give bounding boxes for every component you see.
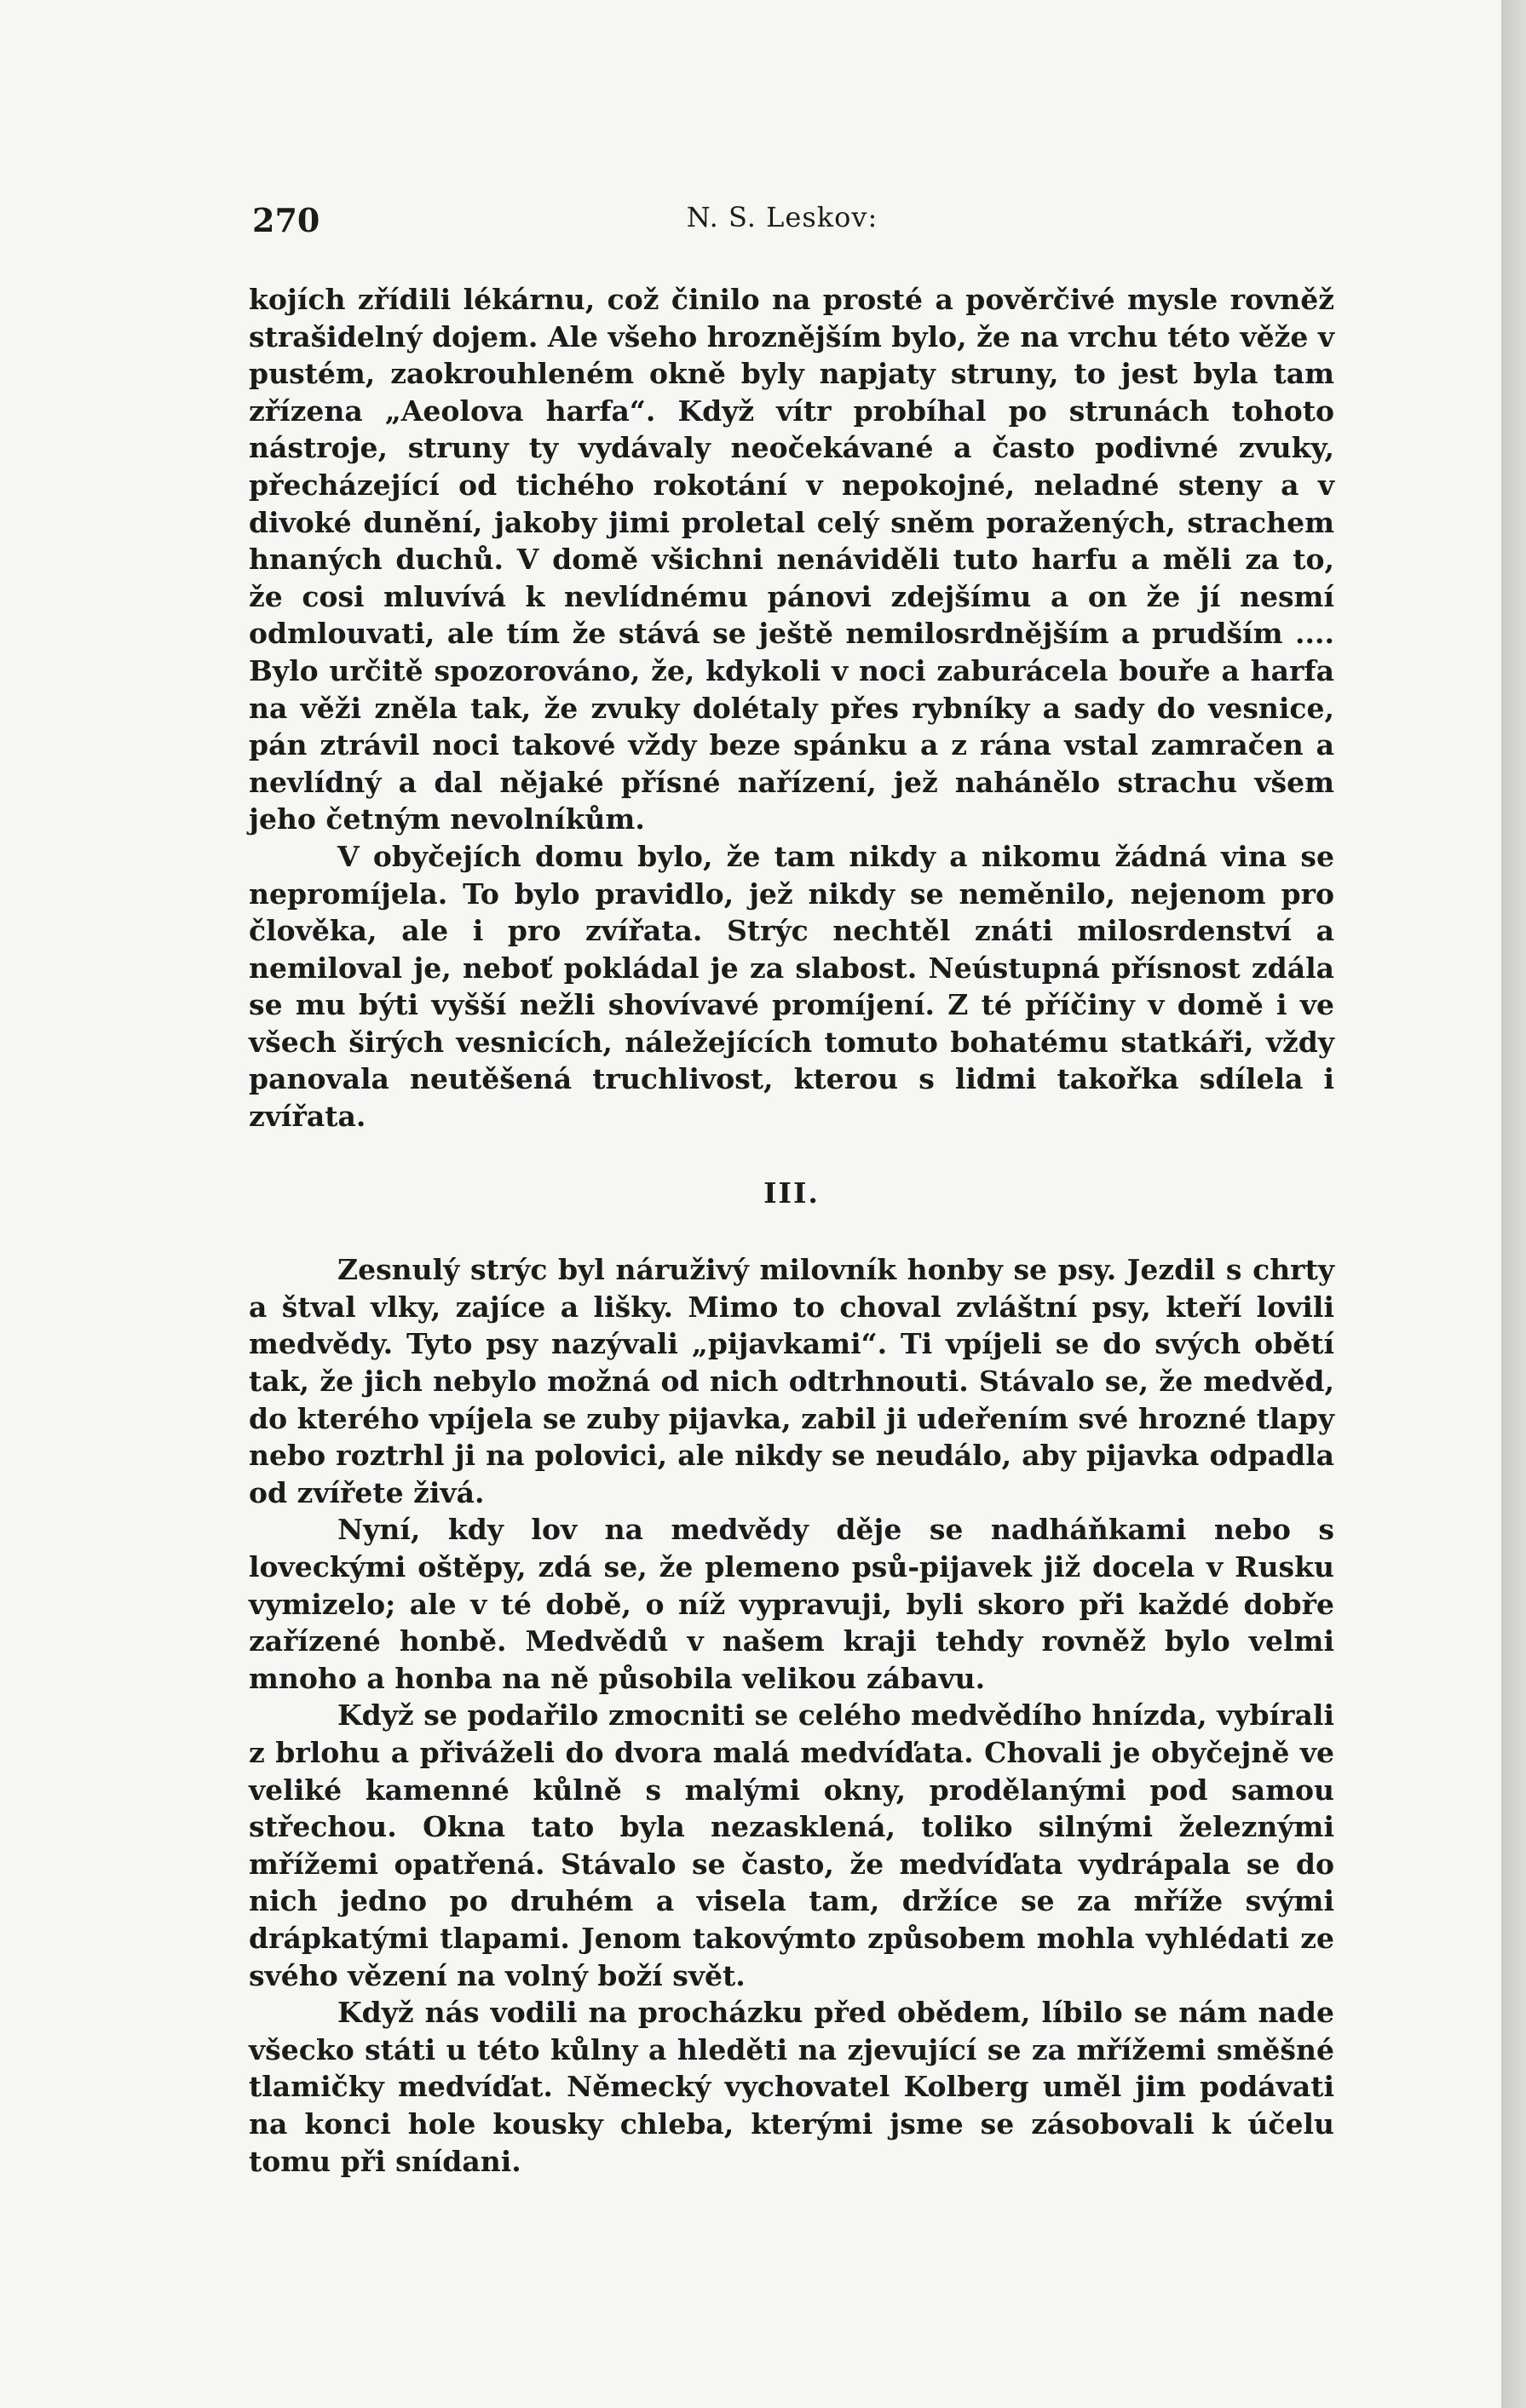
paragraph: Když nás vodili na procházku před obědem, líbilo se nám nade všecko státi u této kůlny a hleděti na zjevující se za mřížemi směšné tlamičky medvíďat. Německý vychovatel Kolberg uměl jim podávati na konci hole kousky chleba, kterými jsme se zásobovali k účelu tomu při snídani. — [249, 1996, 1334, 2178]
running-head — [252, 194, 1312, 245]
running-title: N. S. Leskov: — [686, 201, 878, 233]
paragraph: Nyní, kdy lov na medvědy děje se nadháňkami nebo s loveckými oštěpy, zdá se, že plemeno psů-pijavek již docela v Rusku vymizelo; ale v té době, o níž vypravuji, byli skoro při každé dobře zařízené honbě. Medvědů v našem kraji tehdy rovněž bylo velmi mnoho a honba na ně působila velikou zábavu. — [249, 1513, 1334, 1695]
body-text — [249, 281, 1334, 2180]
section-heading: III. — [763, 1175, 820, 1210]
paragraph: Když se podařilo zmocniti se celého medvědího hnízda, vybírali z brlohu a přiváželi do dvora malá medvíďata. Chovali je obyčejně ve veliké kamenné kůlně s malými okny, prodělanými pod samou střechou. Okna tato byla nezasklená, toliko silnými železnými mřížemi opatřená. Stávalo se často, že medvíďata vydrápala se do nich jedno po druhém a visela tam, držíce se za mříže svými drápkatými tlapami. Jenom takovýmto způsobem mohla vyhlédati ze svého vězení na volný boží svět. — [249, 1698, 1334, 1992]
page-edge — [1501, 0, 1526, 2408]
paragraph: Zesnulý strýc byl náruživý milovník honby se psy. Jezdil s chrty a štval vlky, zajíce a lišky. Mimo to choval zvláštní psy, kteří lovili medvědy. Tyto psy nazývali „pijavkami“. Ti vpíjeli se do svých obětí tak, že jich nebylo možná od nich odtrhnouti. Stávalo se, že medvěd, do kterého vpíjela se zuby pijavka, zabil ji udeřením své hrozné tlapy nebo roztrhl ji na polovici, ale nikdy se neudálo, aby pijavka odpadla od zvířete živá. — [249, 1253, 1334, 1509]
paragraph: V obyčejích domu bylo, že tam nikdy a nikomu žádná vina se nepromíjela. To bylo pravidlo, jež nikdy se neměnilo, nejenom pro člověka, ale i pro zvířata. Strýc nechtěl znáti milosrdenství a nemiloval je, neboť pokládal je za slabost. Neústupná přísnost zdála se mu býti vyšší nežli shovívavé promíjení. Z té příčiny v domě i ve všech širých vesnicích, náležejících tomuto bohatému statkáři, vždy panovala neutěšená truchlivost, kterou s lidmi takořka sdílela i zvířata. — [249, 839, 1334, 1134]
paragraph: kojích zřídili lékárnu, což činilo na prosté a pověrčivé mysle rovněž strašidelný dojem. Ale všeho hroznějším bylo, že na vrchu této věže v pustém, zaokrouhleném okně byly napjaty struny, to jest byla tam zřízena „Aeolova harfa“. Když vítr probíhal po strunách tohoto nástroje, struny ty vydávaly neočekávané a často podivné zvuky, přecházející od tichého rokotání v nepokojné, neladné steny a v divoké dunění, jakoby jimi proletal celý sněm poražených, strachem hnaných duchů. V domě všichni nenáviděli tuto harfu a měli za to, že cosi mluvívá k nevlídnému pánovi zdejšímu a on že jí nesmí odmlouvati, ale tím že stává se ještě nemilosrdnějším a prudším .... Bylo určitě spozorováno, že, kdykoli v noci zaburácela bouře a harfa na věži zněla tak, že zvuky dolétaly přes rybníky a sady do vesnice, pán ztrávil noci takové vždy beze spánku a z rána vstal zamračen a nevlídný a dal nějaké přísné nařízení, jež nahánělo strachu všem jeho četným nevolníkům. — [249, 283, 1334, 836]
page-number: 270 — [252, 201, 320, 239]
